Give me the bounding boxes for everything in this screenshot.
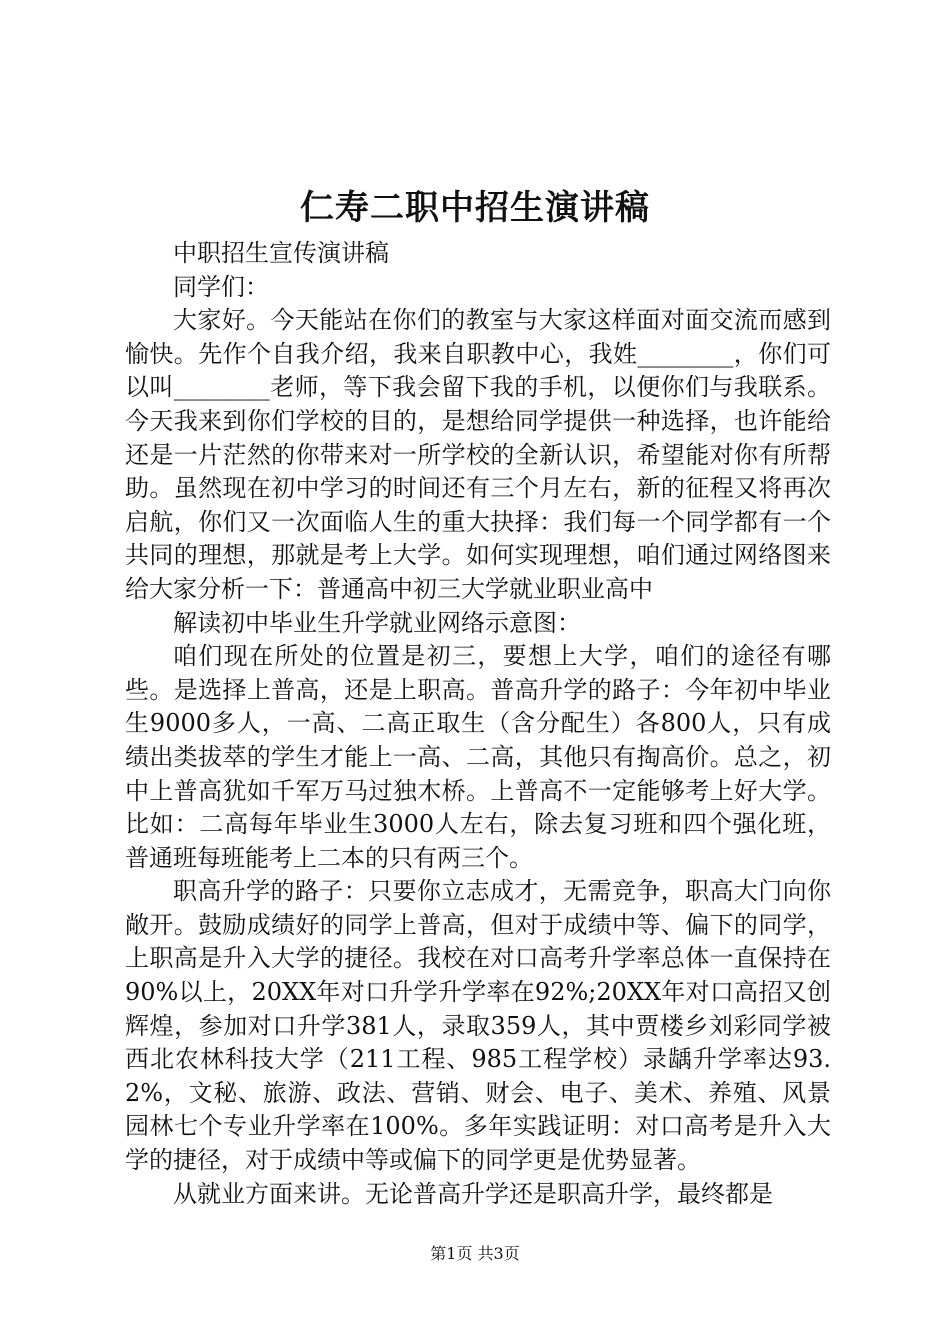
paragraph-greeting: 同学们： xyxy=(173,272,269,301)
paragraph-vocational-high-school: 职高升学的路子：只要你立志成才，无需竞争，职高大门向你敞开。鼓励成绩好的同学上普高，但对于成绩中等、偏下的同学，上职高是升入大学的捷径。我校在对口高考升学率总体一直保持在90%以上，20XX年对口升学升学率在92%;20XX年对口高招又创辉煌，参加对口升学381人，录取359人，其中贾楼乡刘彩同学被西北农林科技大学（211工程、985工程学校）录龋升学率达93.2%，文秘、旅游、政法、营销、财会、电子、美术、养殖、风景园林七个专业升学率在100%。多年实践证明：对口高考是升入大学的捷径，对于成绩中等或偏下的同学更是优势显著。 xyxy=(125,877,831,1175)
paragraph-employment: 从就业方面来讲。无论普高升学还是职高升学，最终都是 xyxy=(173,1179,773,1208)
paragraph-diagram-caption: 解读初中毕业生升学就业网络示意图： xyxy=(173,608,581,637)
paragraph-introduction: 大家好。今天能站在你们的教室与大家这样面对面交流而感到愉快。先作个自我介绍，我来自职教中心，我姓________，你们可以叫________老师，等下我会留下我的手机，以便你们与我联系。今天我来到你们学校的目的，是想给同学提供一种选择，也许能给还是一片茫然的你带来对一所学校的全新认识，希望能对你有所帮助。虽然现在初中学习的时间还有三个月左右，新的征程又将再次启航，你们又一次面临人生的重大抉择：我们每一个同学都有一个共同的理想，那就是考上大学。如何实现理想，咱们通过网络图来给大家分析一下：普通高中初三大学就业职业高中 xyxy=(125,306,831,603)
paragraph-subtitle: 中职招生宣传演讲稿 xyxy=(173,239,389,267)
document-title: 仁寿二职中招生演讲稿 xyxy=(300,188,650,228)
page-footer: 第1页 共3页 xyxy=(430,1244,520,1263)
document-body xyxy=(125,237,831,1211)
paragraph-regular-high-school: 咱们现在所处的位置是初三，要想上大学，咱们的途径有哪些。是选择上普高，还是上职高。普高升学的路子：今年初中毕业生9000多人，一高、二高正取生（含分配生）各800人，只有成绩出类拔萃的学生才能上一高、二高，其他只有掏高价。总之，初中上普高犹如千军万马过独木桥。上普高不一定能够考上好大学。比如：二高每年毕业生3000人左右，除去复习班和四个强化班，普通班每班能考上二本的只有两三个。 xyxy=(125,642,831,872)
